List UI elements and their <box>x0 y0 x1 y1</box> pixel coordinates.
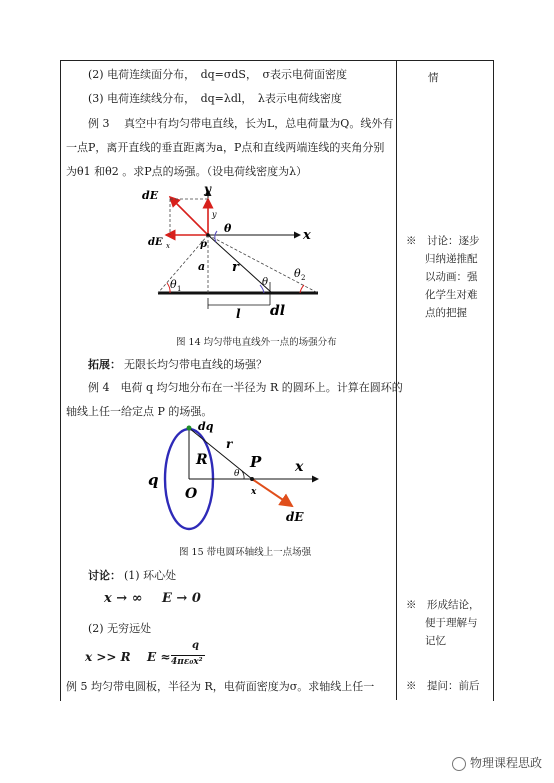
text-example3-l2: 一点P，离开直线的垂直距离为a，P点和直线两端连线的夹角分别 <box>66 141 385 154</box>
side-note-1: 情 <box>428 72 439 84</box>
math-far-denominator: 4πε₀x² <box>171 657 203 667</box>
fig14-label-theta2-sub: 2 <box>301 274 306 282</box>
math-fraction-bar <box>171 655 205 656</box>
figure-14-line-charge <box>140 185 390 330</box>
math-limit-x: x → ∞ <box>104 591 143 606</box>
figure-15-ring-charge <box>138 418 328 540</box>
figure-15-caption: 图 15 带电圆环轴线上一点场强 <box>179 547 312 558</box>
discussion-label: 讨论： <box>88 569 121 582</box>
extension-label: 拓展： <box>88 358 121 371</box>
fig14-label-dEx-sub: x <box>166 242 170 250</box>
fig15-label-P: P <box>250 453 262 471</box>
fig14-label-theta2: θ <box>294 267 301 280</box>
side-note-2d: 化学生对难 <box>425 289 478 301</box>
fig14-label-theta: θ <box>224 222 232 235</box>
math-far-E: E ≈ <box>147 650 171 664</box>
side-note-2e: 点的把握 <box>425 307 467 319</box>
side-note-3a: ※ 形成结论， <box>406 599 480 611</box>
math-far-numerator: q <box>192 640 199 651</box>
side-note-4: ※ 提问：前后 <box>406 680 480 692</box>
fig15-label-r: r <box>226 437 233 451</box>
fig15-label-theta: θ <box>234 469 240 479</box>
fig14-label-r: r <box>232 260 239 275</box>
fig15-label-q: q <box>148 471 159 489</box>
fig14-label-a: a <box>198 260 206 273</box>
text-example4-l2: 轴线上任一给定点 P 的场强。 <box>66 405 213 418</box>
side-note-2c: 以动画：强 <box>425 271 478 283</box>
math-limit-E: E → 0 <box>162 591 201 606</box>
side-note-2b: 归纳递推配 <box>425 253 478 265</box>
discussion-item-1: (1) 环心处 <box>124 569 177 582</box>
side-note-3c: 记忆 <box>425 635 446 647</box>
text-example4-l1: 例 4 电荷 q 均匀地分布在一半径为 R 的圆环上。计算在圆环的 <box>88 381 403 394</box>
fig15-label-x-small: x <box>251 487 257 497</box>
fig15-label-dq: dq <box>198 420 214 433</box>
fig14-label-theta1-sub: 1 <box>177 285 182 293</box>
text-example3-l1: 例 3 真空中有均匀带电直线，长为L，总电荷量为Q。线外有 <box>88 117 394 130</box>
fig14-label-x: x <box>303 228 311 243</box>
fig15-label-dE: dE <box>286 510 304 524</box>
figure-14-caption: 图 14 均匀带电直线外一点的场强分布 <box>176 337 337 348</box>
math-far-condition: x >> R <box>85 650 131 664</box>
fig14-label-theta-b: θ <box>262 277 269 288</box>
fig14-label-dl: dl <box>270 303 286 319</box>
fig14-label-l: l <box>236 307 241 321</box>
watermark-text: 物理课程思政 <box>469 756 542 770</box>
watermark <box>452 754 542 771</box>
side-note-3b: 便于理解与 <box>425 617 478 629</box>
fig14-label-p: p <box>200 239 207 250</box>
text-line-charge: (3) 电荷连续线分布， dq=λdl， λ表示电荷线密度 <box>88 92 342 105</box>
fig14-label-theta1: θ <box>170 278 177 291</box>
fig14-label-y: y <box>204 185 211 196</box>
fig15-label-x: x <box>295 459 304 475</box>
fig15-label-O: O <box>185 486 198 502</box>
discussion-item-2: (2) 无穷远处 <box>88 622 152 635</box>
text-example3-l3: 为θ1 和θ2 。求P点的场强。（设电荷线密度为λ） <box>66 165 308 178</box>
fig14-label-dEx: dE <box>148 237 163 248</box>
fig15-label-R: R <box>196 452 208 468</box>
fig14-label-dE: dE <box>142 189 159 202</box>
fig14-label-dEy: y <box>212 210 217 219</box>
side-note-2a: ※ 讨论：逐步 <box>406 235 480 247</box>
text-surface-charge: (2) 电荷连续面分布， dq=σdS， σ表示电荷面密度 <box>88 68 347 81</box>
wechat-icon <box>452 757 466 771</box>
extension-text: 无限长均匀带电直线的场强？ <box>124 358 267 371</box>
text-example5: 例 5 均匀带电圆板，半径为 R，电荷面密度为σ。求轴线上任一 <box>66 680 375 693</box>
